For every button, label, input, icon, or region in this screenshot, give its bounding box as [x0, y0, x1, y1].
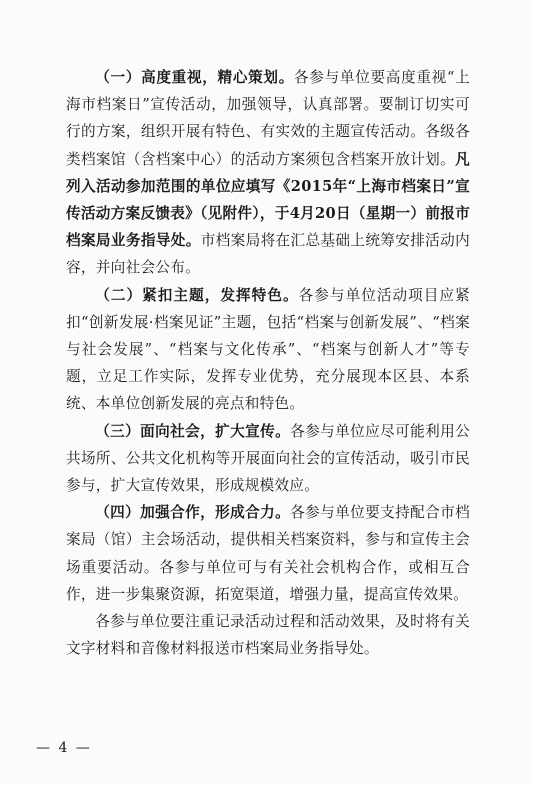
paragraph-heading: （四）加强合作，形成合力。 — [95, 504, 291, 522]
paragraph-text: 各参与单位要注重记录活动过程和活动效果，及时将有关文字材料和音像材料报送市档案局业务指导处。 — [66, 613, 470, 658]
document-body — [66, 64, 470, 662]
paragraph-emphasis-text: 凡列入活动参加范围的单位应填写《2015年“上海市档案日”宣传活动方案反馈表》（见附件），于4月20日（星期一）前报市档案局业务指导处。 — [66, 150, 471, 250]
paragraph-theme — [66, 282, 470, 418]
paragraph-text: 各参与单位要高度重视“上海市档案日”宣传活动，加强领导，认真部署。要制订切实可行的方案，组织开展有特色、有实效的主题宣传活动。各级各类档案馆（含档案中心）的活动方案须包含档案开放计划。 — [66, 69, 471, 168]
paragraph-text: 各参与单位要支持配合市档案局（馆）主会场活动，提供相关档案资料，参与和宣传主会场重要活动。各参与单位可与有关社会机构合作，或相互合作，进一步集聚资源，拓宽渠道，增强力量，提高宣传效果。 — [66, 504, 470, 603]
paragraph-text: 各参与单位活动项目应紧扣“创新发展·档案见证”主题，包括“档案与创新发展”、“档案与社会发展”、“档案与文化传承”、“档案与创新人才”等专题，立足工作实际，发挥专业优势，充分展现本区县、本系统、本单位创新发展的亮点和特色。 — [66, 286, 470, 413]
paragraph-heading: （一）高度重视，精心策划。 — [95, 69, 295, 86]
paragraph-planning — [66, 64, 470, 282]
paragraph-publicity — [66, 418, 470, 500]
paragraph-text: 各参与单位应尽可能利用公共场所、公共文化机构等开展面向社会的宣传活动，吸引市民参与，扩大宣传效果，形成规模效应。 — [66, 422, 470, 495]
page-number: — 4 — — [36, 740, 92, 756]
paragraph-text: 市档案局将在汇总基础上统筹安排活动内容，并向社会公布。 — [66, 232, 471, 277]
paragraph-cooperation — [66, 499, 470, 608]
paragraph-heading: （二）紧扣主题，发挥特色。 — [95, 286, 299, 304]
paragraph-reporting — [66, 608, 470, 662]
paragraph-heading: （三）面向社会，扩大宣传。 — [95, 422, 291, 440]
